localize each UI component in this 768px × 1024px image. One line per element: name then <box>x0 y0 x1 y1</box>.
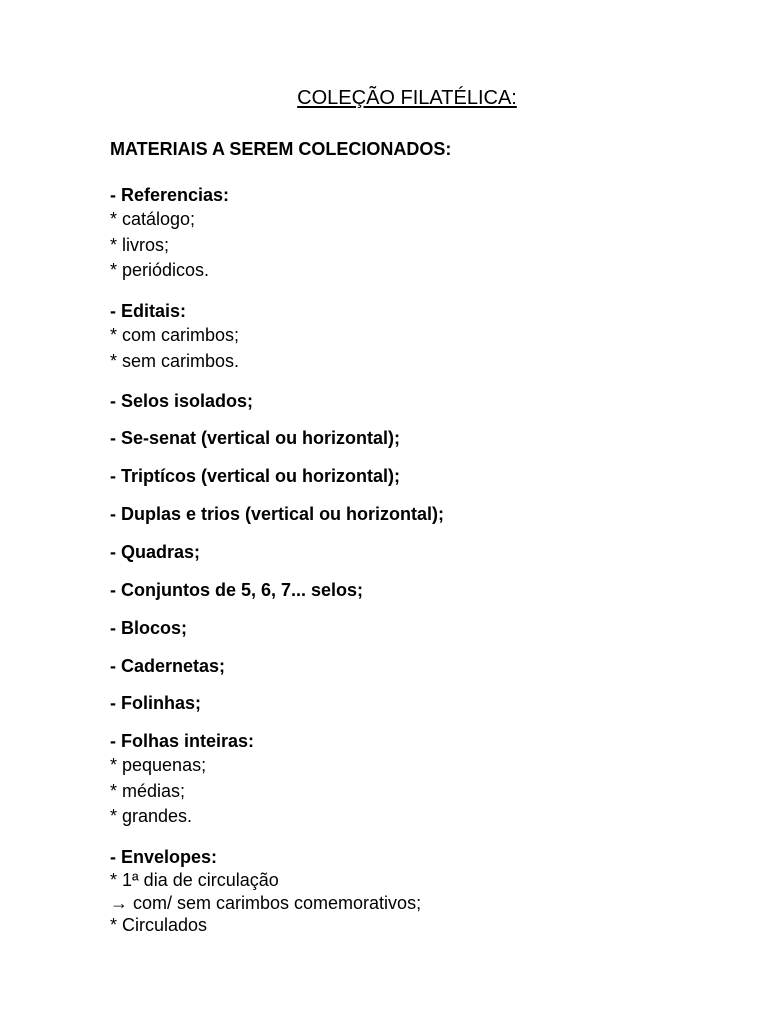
section-se-senat <box>110 426 400 450</box>
list-item: * 1ª dia de circulação <box>110 870 279 890</box>
list-item: * Circulados <box>110 915 208 935</box>
section-folhas-inteiras <box>110 729 254 830</box>
list-item: * catálogo; <box>110 209 196 229</box>
page-subtitle: MATERIAIS A SEREM COLECIONADOS: <box>110 139 452 159</box>
section-selos-isolados <box>110 389 253 413</box>
section-duplas-trios <box>110 502 444 526</box>
list-item: * livros; <box>110 234 170 255</box>
section-conjuntos <box>110 578 363 602</box>
section-heading: - Duplas e trios (vertical ou horizontal); <box>110 504 445 524</box>
section-editais <box>110 299 239 374</box>
list-item: * com carimbos; <box>110 325 240 345</box>
section-heading: - Triptícos (vertical ou horizontal); <box>110 466 401 486</box>
list-item: * pequenas; <box>110 755 207 775</box>
section-envelopes <box>110 845 421 937</box>
section-tripticos <box>110 464 400 488</box>
list-item: * sem carimbos. <box>110 350 240 371</box>
section-heading: - Envelopes: <box>110 847 218 867</box>
section-heading: - Se-senat (vertical ou horizontal); <box>110 428 401 448</box>
section-blocos <box>110 616 187 640</box>
section-quadras <box>110 540 200 564</box>
section-heading: - Quadras; <box>110 542 201 562</box>
section-folinhas <box>110 691 201 715</box>
list-item: → com/ sem carimbos comemorativos; <box>110 892 422 913</box>
section-referencias <box>110 183 229 284</box>
page-title: COLEÇÃO FILATÉLICA: <box>297 87 517 109</box>
section-heading: - Folinhas; <box>110 693 201 713</box>
section-cadernetas <box>110 654 225 678</box>
section-heading: - Referencias: <box>110 185 230 205</box>
list-item: * grandes. <box>110 806 193 826</box>
section-heading: - Editais: <box>110 301 187 321</box>
section-heading: - Conjuntos de 5, 6, 7... selos; <box>110 580 364 600</box>
list-item: * periódicos. <box>110 260 210 280</box>
section-heading: - Selos isolados; <box>110 391 254 411</box>
section-heading: - Folhas inteiras: <box>110 731 255 751</box>
section-heading: - Cadernetas; <box>110 656 226 676</box>
list-item: * médias; <box>110 780 186 801</box>
section-heading: - Blocos; <box>110 618 188 638</box>
